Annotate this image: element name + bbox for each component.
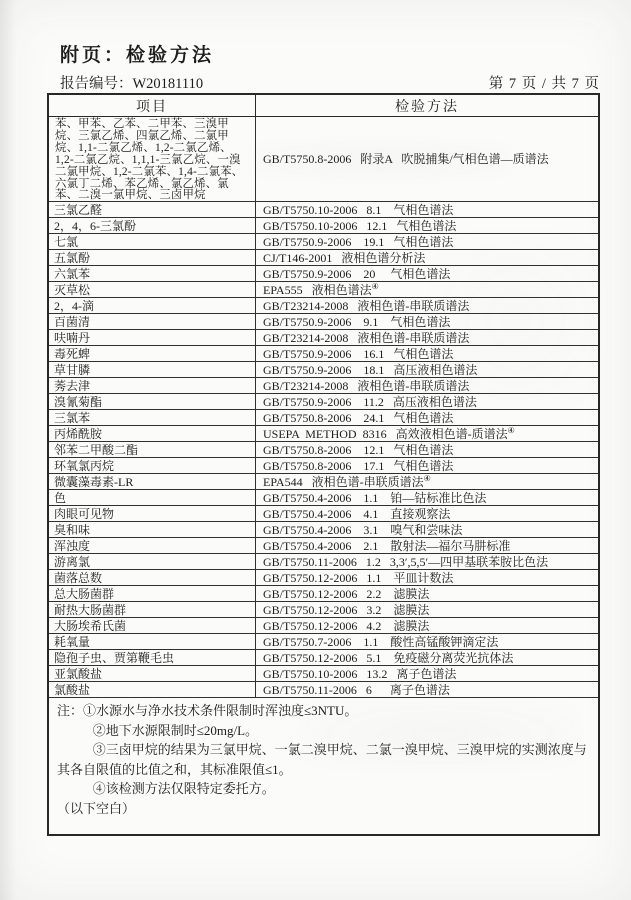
table-row [49, 117, 598, 202]
table-row [49, 362, 598, 378]
table-row [49, 250, 598, 266]
method-cell [256, 522, 598, 537]
item-cell: 五氯酚 [49, 250, 256, 265]
method-footnote-mark: ④ [371, 282, 379, 291]
method-cell [256, 394, 598, 409]
method-text: GB/T5750.4-2006 1.1 铂—钴标准比色法 [263, 490, 487, 505]
method-text: GB/T5750.9-2006 16.1 气相色谱法 [263, 346, 454, 361]
method-text: GB/T23214-2008 液相色谱-串联质谱法 [263, 378, 470, 393]
note-line: 注：①水源水与净水技术条件限制时浑浊度≤3NTU。 [57, 703, 358, 718]
method-text: GB/T23214-2008 液相色谱-串联质谱法 [263, 298, 470, 313]
method-text: CJ/T146-2001 液相色谱分析法 [263, 250, 426, 265]
table-row [49, 650, 598, 666]
table-row [49, 394, 598, 410]
method-text: GB/T5750.11-2006 1.2 3,3′,5,5′—四甲基联苯胺比色法 [263, 554, 549, 569]
notes-section [49, 698, 598, 834]
item-cell: 三氯苯 [49, 410, 256, 425]
method-cell [256, 682, 598, 697]
table-row [49, 474, 598, 490]
method-text: GB/T5750.4-2006 4.1 直接观察法 [263, 506, 451, 521]
method-cell [256, 650, 598, 665]
table-row [49, 314, 598, 330]
method-cell [256, 618, 598, 633]
table-row [49, 442, 598, 458]
method-text: USEPA METHOD 8316 高效液相色谱-质谱法 [263, 426, 508, 441]
item-cell: 七氯 [49, 234, 256, 249]
item-cell: 丙烯酰胺 [49, 426, 256, 441]
table-row [49, 490, 598, 506]
method-cell [256, 362, 598, 377]
method-text: GB/T5750.8-2006 17.1 气相色谱法 [263, 458, 454, 473]
item-cell: 三氯乙醛 [49, 202, 256, 217]
method-cell [256, 298, 598, 313]
method-text: GB/T5750.9-2006 18.1 高压液相色谱法 [263, 362, 478, 377]
method-text: GB/T5750.9-2006 20 气相色谱法 [263, 266, 451, 281]
table-row [49, 202, 598, 218]
method-text: GB/T5750.12-2006 2.2 滤膜法 [263, 586, 430, 601]
table-row [49, 586, 598, 602]
table-row [49, 506, 598, 522]
table-body [49, 117, 598, 698]
table-row [49, 570, 598, 586]
item-cell: 微囊藻毒素-LR [49, 474, 256, 489]
method-text: GB/T23214-2008 液相色谱-串联质谱法 [263, 330, 470, 345]
method-cell [256, 346, 598, 361]
method-cell [256, 666, 598, 681]
page-indicator: 第 7 页 / 共 7 页 [488, 76, 600, 92]
item-cell: 臭和味 [49, 522, 256, 537]
table-row [49, 538, 598, 554]
item-cell: 草甘膦 [49, 362, 256, 377]
method-cell [256, 538, 598, 553]
item-cell: 总大肠菌群 [49, 586, 256, 601]
item-cell: 毒死蜱 [49, 346, 256, 361]
column-header-method: 检验方法 [395, 99, 459, 115]
item-cell: 溴氰菊酯 [49, 394, 256, 409]
method-text: GB/T5750.12-2006 5.1 免疫磁分离荧光抗体法 [263, 650, 514, 665]
method-text: GB/T5750.8-2006 24.1 气相色谱法 [263, 410, 454, 425]
table-row [49, 266, 598, 282]
item-cell: 呋喃丹 [49, 330, 256, 345]
table-row [49, 234, 598, 250]
item-cell: 苯、甲苯、乙苯、二甲苯、三溴甲烷、三氯乙烯、四氯乙烯、二氯甲烷、1,1-二氯乙烯、1,2-二氯乙烯、1,2-二氯乙烷、1,1,1-三氯乙烷、一溴二氯甲烷、1,2-二氯苯、1,4-二氯苯、六氯丁二烯、苯乙烯、氯乙烯、氯苯、二溴一氯甲烷、三卤甲烷 [49, 117, 256, 201]
method-footnote-mark: ④ [423, 474, 431, 483]
item-cell: 耗氧量 [49, 634, 256, 649]
method-text: GB/T5750.7-2006 1.1 酸性高锰酸钾滴定法 [263, 634, 499, 649]
item-cell: 亚氯酸盐 [49, 666, 256, 681]
page-title: 附页：检验方法 [60, 45, 215, 66]
methods-table [47, 93, 600, 836]
item-cell: 大肠埃希氏菌 [49, 618, 256, 633]
method-cell [256, 554, 598, 569]
method-cell [256, 634, 598, 649]
method-text: GB/T5750.10-2006 8.1 气相色谱法 [263, 202, 454, 217]
table-row [49, 410, 598, 426]
note-line: （以下空白） [57, 800, 136, 816]
method-cell [256, 314, 598, 329]
table-row [49, 522, 598, 538]
method-footnote-mark: ④ [507, 426, 515, 435]
item-cell: 莠去津 [49, 378, 256, 393]
method-cell [256, 218, 598, 233]
table-row [49, 282, 598, 298]
method-text: EPA544 液相色谱-串联质谱法 [263, 474, 424, 489]
method-cell [256, 458, 598, 473]
item-cell: 灭草松 [49, 282, 256, 297]
scan-edge-shadow [0, 0, 16, 900]
method-cell [256, 570, 598, 585]
method-text: GB/T5750.8-2006 12.1 气相色谱法 [263, 442, 454, 457]
table-row [49, 458, 598, 474]
table-header-row [49, 95, 598, 117]
table-row [49, 298, 598, 314]
method-text: GB/T5750.9-2006 11.2 高压液相色谱法 [263, 394, 477, 409]
item-cell: 邻苯二甲酸二酯 [49, 442, 256, 457]
note-line: ③三卤甲烷的结果为三氯甲烷、一氯二溴甲烷、二氯一溴甲烷、三溴甲烷的实测浓度与其各自限值的比值之和，其标准限值≤1。 [57, 742, 587, 777]
table-row [49, 554, 598, 570]
item-cell: 肉眼可见物 [49, 506, 256, 521]
method-text: GB/T5750.10-2006 13.2 离子色谱法 [263, 666, 457, 681]
method-text: GB/T5750.4-2006 2.1 散射法—福尔马肼标准 [263, 538, 511, 553]
method-cell [256, 490, 598, 505]
method-text: GB/T5750.12-2006 4.2 滤膜法 [263, 618, 430, 633]
report-number: 报告编号：W20181110 [60, 76, 204, 92]
table-row [49, 426, 598, 442]
method-cell [256, 410, 598, 425]
method-text: GB/T5750.10-2006 12.1 气相色谱法 [263, 218, 457, 233]
table-row [49, 378, 598, 394]
item-cell: 六氯苯 [49, 266, 256, 281]
method-text: GB/T5750.12-2006 1.1 平皿计数法 [263, 570, 454, 585]
table-row [49, 218, 598, 234]
method-text: GB/T5750.8-2006 附录A 吹脱捕集/气相色谱—质谱法 [263, 152, 549, 166]
table-row [49, 682, 598, 698]
item-cell: 隐孢子虫、贾第鞭毛虫 [49, 650, 256, 665]
item-cell: 氯酸盐 [49, 682, 256, 697]
method-cell [256, 266, 598, 281]
column-header-item: 项目 [49, 95, 256, 116]
method-text: EPA555 液相色谱法 [263, 282, 372, 297]
item-cell: 浑浊度 [49, 538, 256, 553]
method-text: GB/T5750.9-2006 19.1 气相色谱法 [263, 234, 454, 249]
method-cell [256, 442, 598, 457]
method-text: GB/T5750.12-2006 3.2 滤膜法 [263, 602, 430, 617]
item-cell: 耐热大肠菌群 [49, 602, 256, 617]
table-row [49, 666, 598, 682]
item-cell: 百菌清 [49, 314, 256, 329]
report-meta [60, 72, 600, 93]
method-cell [256, 234, 598, 249]
method-cell [256, 586, 598, 601]
method-cell [256, 506, 598, 521]
table-row [49, 602, 598, 618]
table-row [49, 634, 598, 650]
method-cell [256, 250, 598, 265]
table-row [49, 346, 598, 362]
item-cell: 环氧氯丙烷 [49, 458, 256, 473]
item-cell: 2，4，6-三氯酚 [49, 218, 256, 233]
method-cell [256, 202, 598, 217]
method-cell [256, 426, 598, 441]
table-row [49, 618, 598, 634]
item-cell: 菌落总数 [49, 570, 256, 585]
method-cell [256, 602, 598, 617]
item-cell: 色 [49, 490, 256, 505]
method-text: GB/T5750.9-2006 9.1 气相色谱法 [263, 314, 451, 329]
method-text: GB/T5750.4-2006 3.1 嗅气和尝味法 [263, 522, 463, 537]
method-cell [256, 378, 598, 393]
item-cell: 游离氯 [49, 554, 256, 569]
note-line: ④该检测方法仅限特定委托方。 [92, 781, 275, 796]
note-line: ②地下水源限制时≤20mg/L。 [92, 722, 259, 738]
method-cell [256, 117, 598, 201]
method-cell [256, 474, 598, 489]
method-cell [256, 282, 598, 297]
method-cell [256, 330, 598, 345]
table-row [49, 330, 598, 346]
method-text: GB/T5750.11-2006 6 离子色谱法 [263, 682, 450, 697]
item-cell: 2，4-滴 [49, 298, 256, 313]
